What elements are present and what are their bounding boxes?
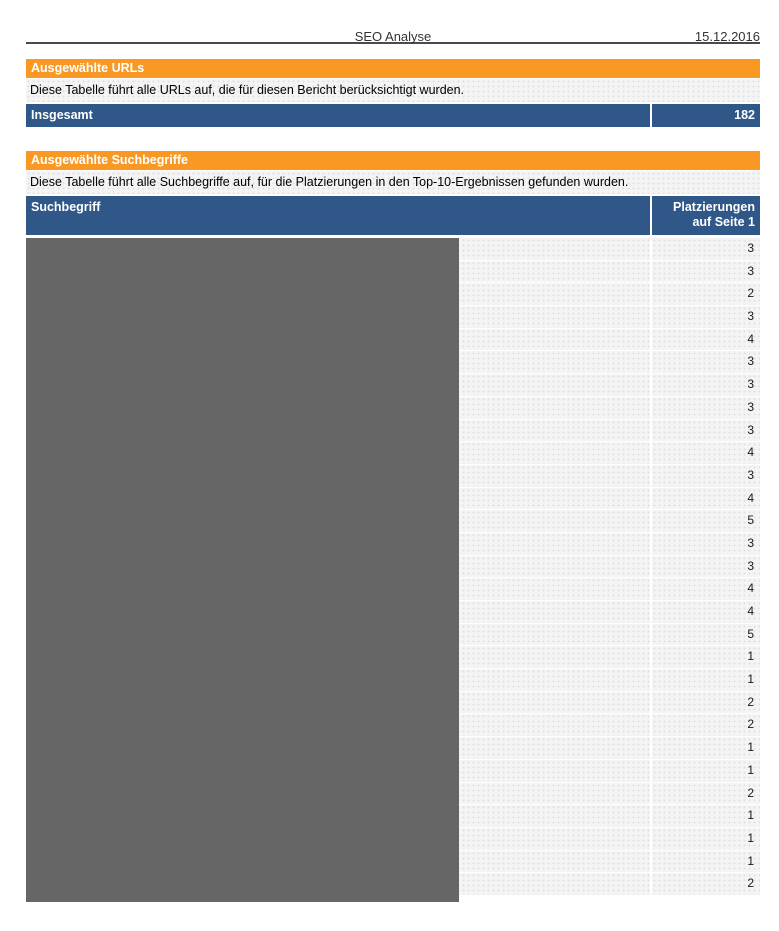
column-header-keyword: Suchbegriff: [26, 196, 650, 235]
placements-cell: 4: [652, 601, 760, 624]
placements-cell: 3: [652, 533, 760, 556]
placements-cell: 2: [652, 692, 760, 715]
column-header-placements-line2: auf Seite 1: [692, 215, 755, 229]
keywords-description: Diese Tabelle führt alle Suchbegriffe auf, für die Platzierungen in den Top-10-Ergebnissen gefunden wurden.: [26, 171, 760, 194]
placements-cell: 3: [652, 306, 760, 329]
placements-cell: 3: [652, 351, 760, 374]
column-header-placements-line1: Platzierungen: [673, 200, 755, 214]
placements-cell: 3: [652, 374, 760, 397]
placements-cell: 1: [652, 828, 760, 851]
urls-total-value: 182: [652, 104, 760, 127]
placements-cell: 1: [652, 646, 760, 669]
placements-cell: 1: [652, 760, 760, 783]
placements-cell: 3: [652, 261, 760, 284]
placements-cell: 3: [652, 556, 760, 579]
urls-total-label: Insgesamt: [26, 104, 650, 127]
keywords-table-header: [26, 196, 760, 235]
column-header-placements: [652, 196, 760, 235]
placements-cell: 4: [652, 578, 760, 601]
redaction-block: [26, 238, 459, 902]
section-selected-keywords: [26, 151, 760, 896]
section-selected-urls: [26, 59, 760, 127]
urls-total-row: [26, 104, 760, 127]
keywords-table-body: [26, 238, 760, 896]
placements-cell: 2: [652, 783, 760, 806]
page-title: SEO Analyse: [354, 29, 432, 44]
placements-cell: 1: [652, 851, 760, 874]
placements-cell: 2: [652, 714, 760, 737]
placements-cell: 3: [652, 397, 760, 420]
placements-cell: 5: [652, 510, 760, 533]
placements-cell: 3: [652, 420, 760, 443]
placements-cell: 4: [652, 329, 760, 352]
section-banner-urls: Ausgewählte URLs: [26, 59, 760, 78]
placements-cell: 3: [652, 465, 760, 488]
placements-cell: 3: [652, 238, 760, 261]
placements-cell: 1: [652, 669, 760, 692]
placements-cell: 2: [652, 283, 760, 306]
placements-cell: 2: [652, 873, 760, 896]
placements-cell: 4: [652, 442, 760, 465]
placements-cell: 4: [652, 488, 760, 511]
placements-cell: 1: [652, 805, 760, 828]
urls-description: Diese Tabelle führt alle URLs auf, die für diesen Bericht berücksichtigt wurden.: [26, 79, 760, 102]
placements-cell: 5: [652, 624, 760, 647]
section-banner-keywords: Ausgewählte Suchbegriffe: [26, 151, 760, 170]
placements-cell: 1: [652, 737, 760, 760]
page-header: [26, 29, 760, 44]
page-date: 15.12.2016: [694, 29, 760, 44]
